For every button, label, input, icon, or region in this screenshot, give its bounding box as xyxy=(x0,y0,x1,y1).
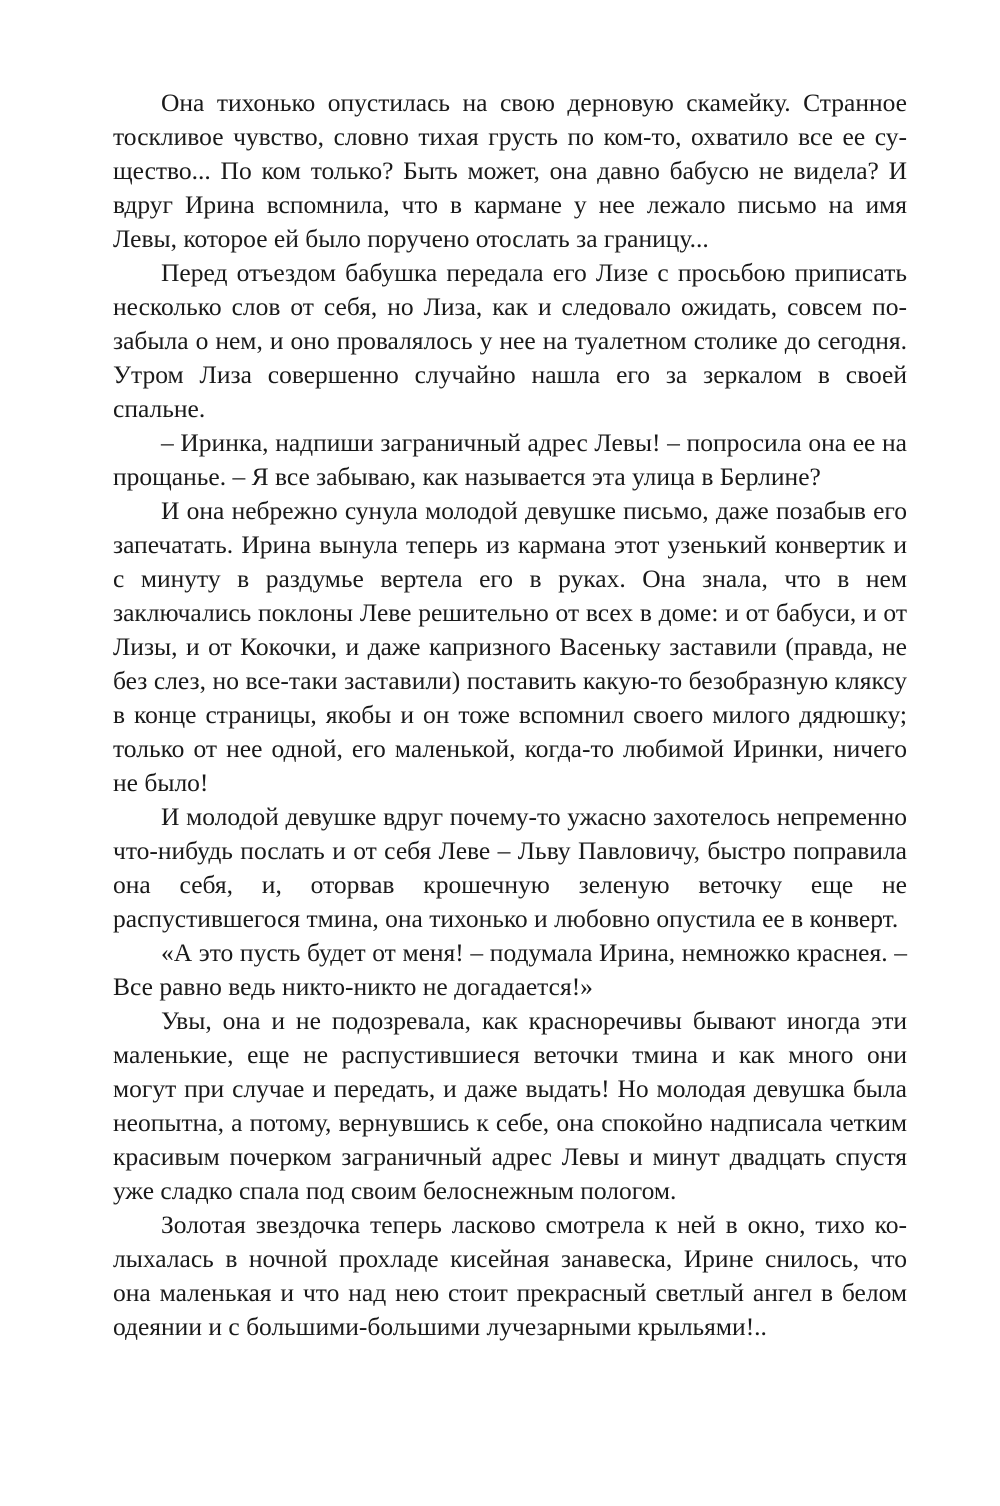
paragraph: Увы, она и не подозревала, как красноречивы бывают иногда эти маленькие, еще не распустившиеся веточки тмина и как много они могут при случае и передать, и даже выдать! Но молодая девушка была неопытна, а потому, вернувшись к себе, она спокойно надписала четким красивым почерком заграничный адрес Левы и минут двадцать спустя уже сладко спала под своим белоснежным пологом. xyxy=(113,1006,907,1205)
paragraph: – Иринка, надпиши заграничный адрес Левы! – попросила она ее на прощанье. – Я все забываю, как называется эта улица в Берлине? xyxy=(113,428,907,491)
paragraph: Она тихонько опустилась на свою дерновую скамейку. Странное тоскливое чувство, словно тихая грусть по ком-то, охватило все ее существо... По ком только? Быть может, она давно бабусю не видела? И вдруг Ирина вспомнила, что в кармане у нее лежало письмо на имя Левы, которое ей было поручено отослать за границу... xyxy=(113,88,907,253)
paragraph: Золотая звездочка теперь ласково смотрела к ней в окно, тихо колыхалась в ночной прохладе кисейная занавеска, Ирине снилось, что она маленькая и что над нею стоит прекрасный светлый ангел в белом одеянии и с большими-большими лучезарными крыльями!.. xyxy=(113,1210,907,1341)
page-text xyxy=(113,86,907,1344)
paragraph: Перед отъездом бабушка передала его Лизе с просьбою приписать несколько слов от себя, но Лиза, как и следовало ожидать, совсем позабыла о нем, и оно провалялось у нее на туалетном столике до сегодня. Утром Лиза совершенно случайно нашла его за зеркалом в своей спальне. xyxy=(113,258,907,423)
paragraph: И она небрежно сунула молодой девушке письмо, даже позабыв его запечатать. Ирина вынула теперь из кармана этот узенький конвертик и с минуту в раздумье вертела его в руках. Она знала, что в нем заключались поклоны Леве решительно от всех в доме: и от бабуси, и от Лизы, и от Кокочки, и даже капризного Васеньку заставили (правда, не без слез, но все-таки заставили) поставить какую-то безобразную кляксу в конце страницы, якобы и он тоже вспомнил своего милого дядюшку; только от нее одной, его маленькой, когда-то любимой Иринки, ничего не было! xyxy=(113,496,907,797)
paragraph: «А это пусть будет от меня! – подумала Ирина, немножко краснея. – Все равно ведь никто-никто не догадается!» xyxy=(113,938,907,1001)
paragraph: И молодой девушке вдруг почему-то ужасно захотелось непременно что-нибудь послать и от себя Леве – Льву Павловичу, быстро поправила она себя, и, оторвав крошечную зеленую веточку еще не распустившегося тмина, она тихонько и любовно опустила ее в конверт. xyxy=(113,802,907,933)
